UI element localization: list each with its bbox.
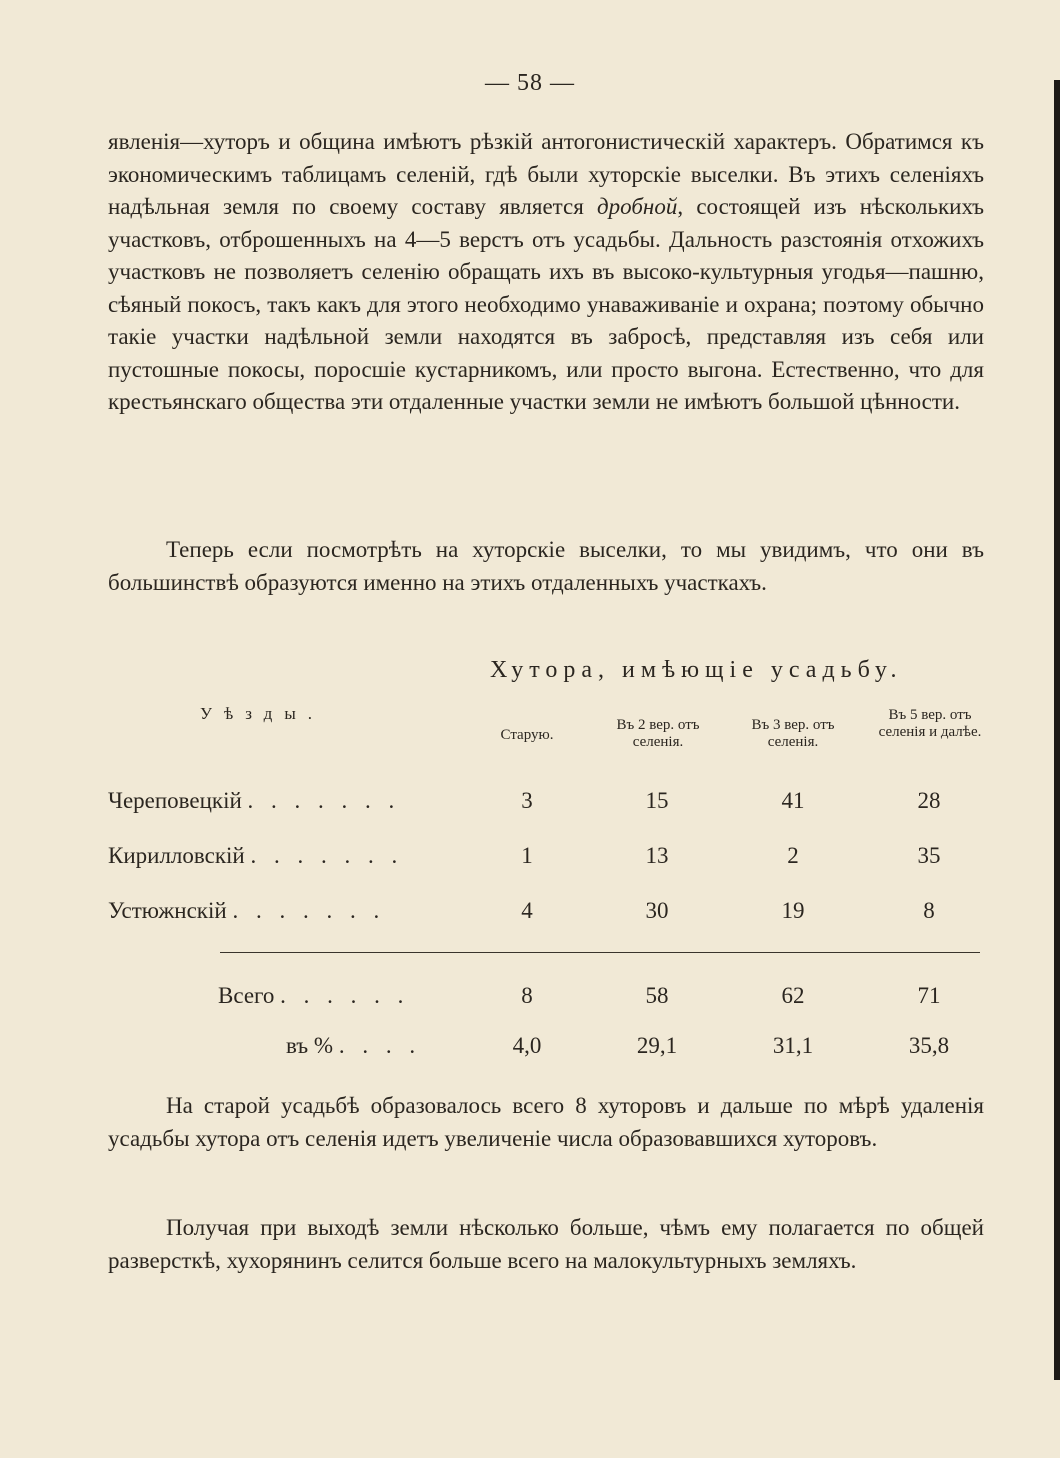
table-cell: 19 xyxy=(781,898,805,923)
row-name: Череповецкій xyxy=(108,788,242,813)
header-col-3ver: Въ 3 вер. отъ селенія. xyxy=(751,717,835,750)
paragraph-2: Теперь если посмотрѣть на хуторскіе выселки, то мы увидимъ, что они въ большинствѣ образуются именно на этихъ отдаленныхъ участкахъ. xyxy=(108,537,984,595)
percent-name: въ % xyxy=(286,1033,334,1058)
paragraph-1 xyxy=(108,126,984,419)
table-row-label xyxy=(108,843,403,869)
table-cell: 4 xyxy=(521,898,533,923)
leader-dots: . . . . . . . xyxy=(250,843,404,868)
percent-cell: 4,0 xyxy=(512,1033,542,1058)
paragraph-4: Получая при выходѣ земли нѣсколько больше, чѣмъ ему полагается по общей разверсткѣ, хухорянинъ селится больше всего на малокультурныхъ земляхъ. xyxy=(108,1215,984,1273)
table-cell: 30 xyxy=(645,898,669,923)
total-cell: 58 xyxy=(645,983,669,1008)
total-cell: 71 xyxy=(917,983,941,1008)
percent-label xyxy=(286,1033,421,1059)
leader-dots: . . . . . . xyxy=(280,983,410,1008)
percent-cell: 35,8 xyxy=(908,1033,950,1058)
total-name: Всего xyxy=(218,983,275,1008)
paragraph-1-text-a: явленія—хуторъ и община имѣютъ рѣзкій антогонистическій характеръ. Обратимся къ экономическимъ таблицамъ селеній, гдѣ были хуторскіе выселки. Въ этихъ селеніяхъ надѣльная земля по своему составу является xyxy=(108,129,984,219)
emphasis-drobnoy: дробной xyxy=(597,194,678,219)
table-row-label xyxy=(108,898,385,924)
leader-dots: . . . . . . . xyxy=(247,788,401,813)
percent-cell: 29,1 xyxy=(636,1033,678,1058)
row-name: Устюжнскій xyxy=(108,898,227,923)
total-cell: 8 xyxy=(521,983,533,1008)
header-col-2ver: Въ 2 вер. отъ селенія. xyxy=(616,717,700,750)
header-uezd: Уѣзды. xyxy=(200,704,324,723)
page-number: — 58 — xyxy=(485,70,575,96)
table-cell: 3 xyxy=(521,788,533,813)
total-label xyxy=(218,983,409,1009)
table-cell: 2 xyxy=(787,843,799,868)
table-cell: 1 xyxy=(521,843,533,868)
header-col-5ver: Въ 5 вер. отъ селенія и далѣе. xyxy=(878,707,982,740)
page-edge-shadow xyxy=(1054,80,1060,1380)
table-cell: 28 xyxy=(917,788,941,813)
table-total-rule xyxy=(220,952,980,953)
header-col-old: Старую. xyxy=(500,727,554,743)
total-cell: 62 xyxy=(781,983,805,1008)
percent-cell: 31,1 xyxy=(772,1033,814,1058)
row-name: Кирилловскій xyxy=(108,843,245,868)
table-cell: 13 xyxy=(645,843,669,868)
table-caption: Хутора, имѣющіе усадьбу. xyxy=(490,657,903,683)
table-row-label xyxy=(108,788,400,814)
paragraph-1-text-b: , состоящей изъ нѣсколькихъ участковъ, отброшенныхъ на 4—5 верстъ отъ усадьбы. Дальность разстоянія отхожихъ участковъ не позволяетъ селенію обращать ихъ въ высоко-культурныя угодья—пашню, сѣяный покосъ, такъ какъ для этого необходимо унаваживаніе и охрана; поэтому обычно такіе участки надѣльной земли находятся въ забросѣ, представляя изъ себя или пустошные покосы, поросшіе кустарникомъ, или просто выгона. Естественно, что для крестьянскаго общества эти отдаленные участки земли не имѣютъ большой цѣнности. xyxy=(108,194,984,414)
table-cell: 41 xyxy=(781,788,805,813)
table-cell: 8 xyxy=(923,898,935,923)
leader-dots: . . . . . . . xyxy=(232,898,386,923)
paragraph-3: На старой усадьбѣ образовалось всего 8 хуторовъ и дальше по мѣрѣ удаленія усадьбы хутора отъ селенія идетъ увеличеніе числа образовавшихся хуторовъ. xyxy=(108,1093,984,1151)
table-cell: 35 xyxy=(917,843,941,868)
leader-dots: . . . . xyxy=(338,1033,422,1058)
table-cell: 15 xyxy=(645,788,669,813)
